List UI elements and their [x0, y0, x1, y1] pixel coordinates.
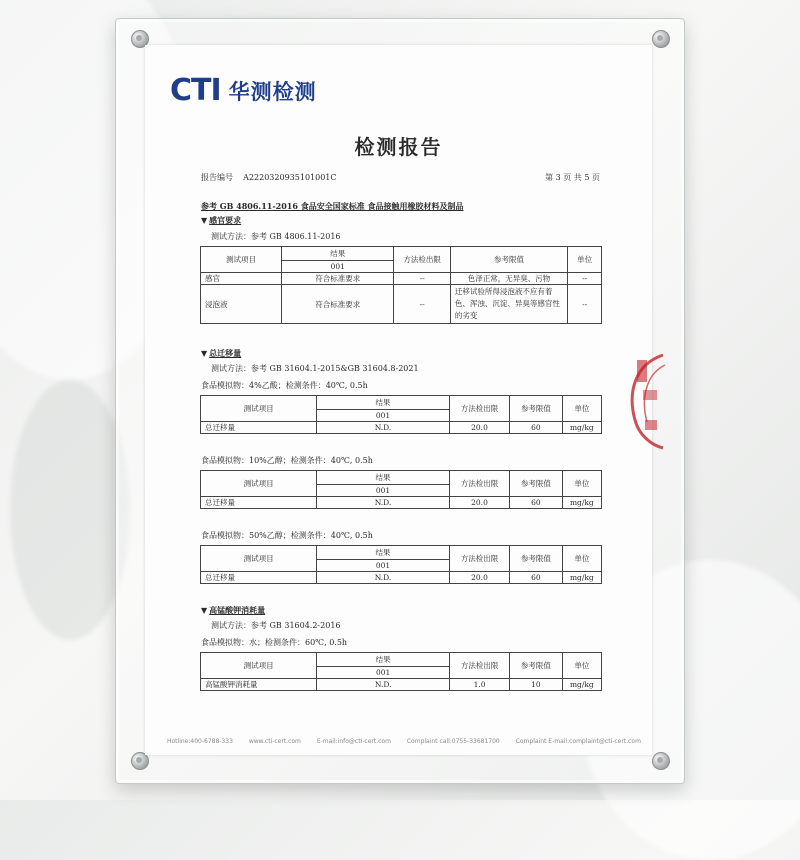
simulant-condition: 食品模拟物：4%乙酸；检测条件：40℃, 0.5h [201, 381, 368, 390]
simulant-condition: 食品模拟物：水；检测条件：60℃, 0.5h [201, 638, 348, 647]
table-row: 总迁移量 N.D. 20.0 60 mg/kg [201, 497, 602, 509]
results-table [200, 246, 602, 324]
triangle-icon: ▼ [201, 348, 208, 358]
screw-icon [652, 30, 670, 48]
table-row: 感官 符合标准要求 -- 色泽正常，无异臭、污物 -- [201, 273, 602, 285]
cti-logo [170, 73, 317, 108]
background-glassware [10, 380, 130, 640]
footer-web: www.cti-cert.com [248, 738, 301, 745]
seal-stamp-icon [623, 350, 667, 450]
header-item: 测试项目 [201, 247, 282, 273]
report-number: 报告编号 A2220320935101001C [201, 173, 337, 182]
section-heading: ▼ 总迁移量 [201, 348, 242, 358]
results-table: 测试项目 结果 方法检出限 参考限值 单位 001 总迁移量 N.D. 20.0 60 mg/kg [200, 470, 602, 509]
header-mdl: 方法检出限 [394, 247, 450, 273]
header-unit: 单位 [568, 247, 602, 273]
simulant-condition: 食品模拟物：50%乙醇；检测条件：40℃, 0.5h [201, 531, 373, 540]
reference-standard: 参考 GB 4806.11-2016 食品安全国家标准 食品接触用橡胶材料及制品 [201, 201, 464, 211]
header-sample: 001 [282, 261, 394, 273]
test-method: 测试方法：参考 GB 31604.2-2016 [211, 621, 341, 630]
table-row: 高锰酸钾消耗量 N.D. 1.0 10 mg/kg [201, 679, 602, 691]
report-page [145, 45, 652, 755]
test-method: 测试方法：参考 GB 4806.11-2016 [211, 232, 341, 241]
footer-complaint-email: Complaint E-mail:complaint@cti-cert.com [515, 738, 641, 745]
results-table: 测试项目 结果 方法检出限 参考限值 单位 001 总迁移量 N.D. 20.0 60 mg/kg [200, 545, 602, 584]
footer-complaint-call: Complaint call:0755-33681700 [406, 738, 500, 745]
table-row: 总迁移量 N.D. 20.0 60 mg/kg [201, 572, 602, 584]
footer-contacts [167, 738, 655, 745]
table-row: 总迁移量 N.D. 20.0 60 mg/kg [201, 422, 602, 434]
report-title: 检测报告 [354, 135, 443, 159]
logo-brand: CTI [170, 73, 221, 108]
logo-name: 华测检测 [228, 79, 317, 104]
simulant-condition: 食品模拟物：10%乙醇；检测条件：40℃, 0.5h [201, 456, 373, 465]
results-table: 测试项目 结果 方法检出限 参考限值 单位 001 总迁移量 N.D. 20.0 60 mg/kg [200, 395, 602, 434]
header-limit: 参考限值 [450, 247, 567, 273]
results-table: 测试项目 结果 方法检出限 参考限值 单位 001 高锰酸钾消耗量 N.D. 1.0 10 mg/kg [200, 652, 602, 691]
triangle-icon: ▼ [201, 215, 208, 225]
footer-email: E-mail:info@cti-cert.com [316, 738, 391, 745]
test-method: 测试方法：参考 GB 31604.1-2015&GB 31604.8-2021 [211, 364, 419, 373]
section-heading: ▼ 高锰酸钾消耗量 [201, 605, 266, 615]
triangle-icon: ▼ [201, 605, 208, 615]
page-info: 第 3 页 共 5 页 [545, 173, 600, 182]
table-row: 浸泡液 符合标准要求 -- 迁移试验所得浸泡液不应有着色、浑浊、沉淀、异臭等感官性的劣变 -- [201, 285, 602, 324]
screw-icon [652, 752, 670, 770]
section-heading: ▼ 感官要求 [201, 215, 242, 225]
header-result: 结果 [282, 247, 394, 261]
footer-hotline: Hotline:400-6788-333 [167, 738, 233, 745]
